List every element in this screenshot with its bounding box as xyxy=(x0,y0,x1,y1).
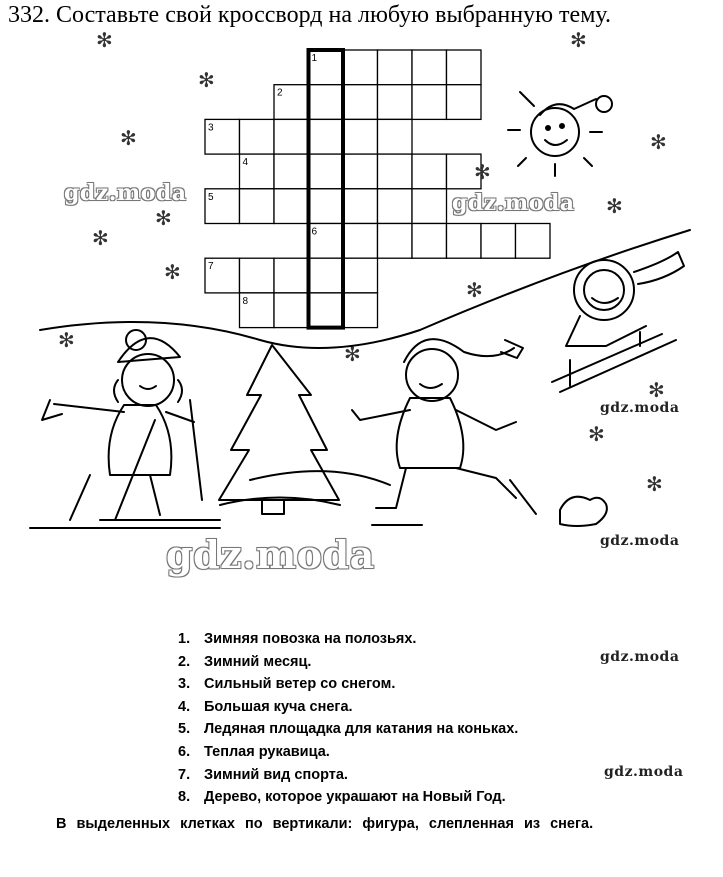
snowflake-icon: ✻ xyxy=(466,278,483,302)
snowflake-icon: ✻ xyxy=(120,126,137,150)
snowflake-icon: ✻ xyxy=(58,328,75,352)
watermark: gdz.moda xyxy=(600,400,680,416)
sun-icon xyxy=(508,92,612,176)
snowflake-icon: ✻ xyxy=(648,378,665,402)
snowflake-icon: ✻ xyxy=(474,160,491,184)
snowflake-icon: ✻ xyxy=(96,28,113,52)
mitten-icon xyxy=(560,497,607,526)
crossword-cell-number: 7 xyxy=(208,261,214,273)
clue-item: 5. Ледяная площадка для катания на коньках. xyxy=(178,721,519,738)
crossword-cell-number: 1 xyxy=(311,53,318,64)
clue-item: 1. Зимняя повозка на полозьях. xyxy=(178,631,417,647)
clue-item: 6. Теплая рукавица. xyxy=(178,743,330,760)
snowflake-icon: ✻ xyxy=(570,28,587,52)
snowflake-icon: ✻ xyxy=(646,472,663,496)
crossword-cell-number: 4 xyxy=(242,157,249,169)
snowflake-icon: ✻ xyxy=(198,68,215,92)
clue-list xyxy=(178,628,518,809)
tree-icon xyxy=(219,345,340,514)
watermark: gdz.moda xyxy=(452,190,575,216)
clue-item: 3. Сильный ветер со снегом. xyxy=(178,676,396,693)
clue-item: 7. Зимний вид спорта. xyxy=(178,766,348,783)
snowflake-icon: ✻ xyxy=(650,130,667,154)
watermark: gdz.moda xyxy=(166,532,375,577)
crossword-cell-number: 2 xyxy=(277,87,283,99)
crossword-cell-number: 5 xyxy=(208,191,214,203)
watermark: gdz.moda xyxy=(600,649,680,665)
clue-item: 8. Дерево, которое украшают на Новый Год. xyxy=(178,789,506,806)
snowflake-icon: ✻ xyxy=(606,194,623,218)
page-title: 332. Составьте свой кроссворд на любую выбранную тему. xyxy=(8,2,611,28)
crossword-cell-number: 8 xyxy=(242,295,249,307)
crossword-cell-number: 3 xyxy=(208,122,214,134)
crossword-cell-number: 6 xyxy=(311,226,318,238)
footer-note: В выделенных клетках по вертикали: фигура, слепленная из снега. xyxy=(56,816,594,832)
snowflake-icon: ✻ xyxy=(164,260,181,284)
watermark: gdz.moda xyxy=(600,533,680,549)
snowflake-icon: ✻ xyxy=(92,226,109,250)
watermark: gdz.moda xyxy=(604,764,684,780)
snowflake-icon: ✻ xyxy=(155,206,172,230)
skater-child xyxy=(352,339,536,525)
sledder-child xyxy=(552,252,684,392)
snowflake-icon: ✻ xyxy=(344,342,361,366)
snowflake-icon: ✻ xyxy=(588,422,605,446)
watermark: gdz.moda xyxy=(64,180,187,206)
clue-item: 2. Зимний месяц. xyxy=(178,653,312,670)
skier-child xyxy=(30,330,220,528)
clue-item: 4. Большая куча снега. xyxy=(178,698,353,715)
